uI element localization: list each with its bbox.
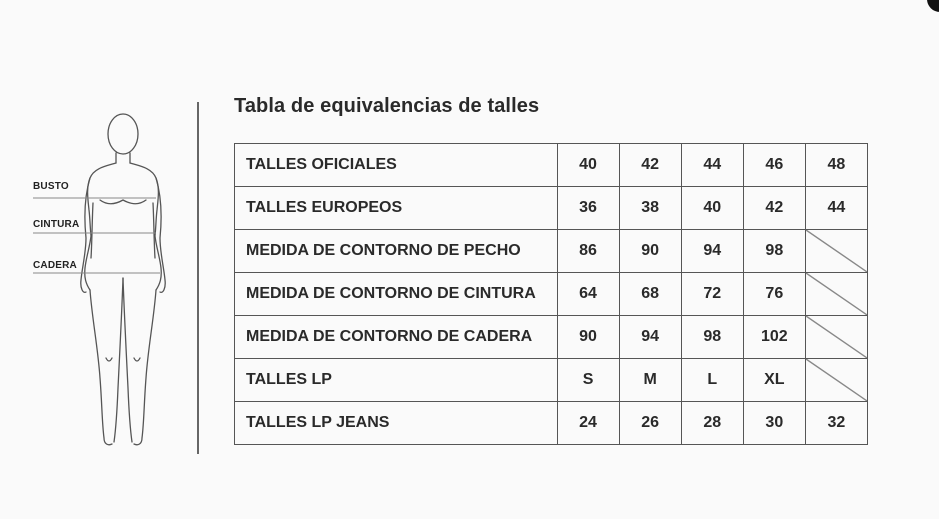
empty-cell-diagonal: [805, 230, 867, 273]
table-row: [235, 316, 868, 359]
size-value-cell: 38: [619, 187, 681, 230]
row-label: TALLES EUROPEOS: [235, 187, 558, 230]
row-label: MEDIDA DE CONTORNO DE PECHO: [235, 230, 558, 273]
size-value-cell: 76: [743, 273, 805, 316]
size-value-cell: 46: [743, 144, 805, 187]
empty-cell-diagonal: [805, 316, 867, 359]
size-value-cell: 44: [805, 187, 867, 230]
size-value-cell: 44: [681, 144, 743, 187]
size-equivalence-table: [234, 143, 868, 445]
size-value-cell: M: [619, 359, 681, 402]
page-title: Tabla de equivalencias de talles: [234, 95, 540, 117]
hip-label: CADERA: [33, 260, 77, 271]
diagonal-strike-icon: [806, 359, 867, 401]
table-row: [235, 273, 868, 316]
row-label: TALLES LP JEANS: [235, 402, 558, 445]
size-value-cell: 26: [619, 402, 681, 445]
corner-decoration: [927, 0, 939, 12]
size-value-cell: 32: [805, 402, 867, 445]
body-figure: [28, 108, 178, 458]
row-label: TALLES OFICIALES: [235, 144, 558, 187]
bust-label: BUSTO: [33, 181, 69, 192]
size-value-cell: 40: [681, 187, 743, 230]
row-label: MEDIDA DE CONTORNO DE CINTURA: [235, 273, 558, 316]
empty-cell-diagonal: [805, 273, 867, 316]
size-value-cell: S: [557, 359, 619, 402]
size-value-cell: 42: [619, 144, 681, 187]
size-value-cell: 102: [743, 316, 805, 359]
size-value-cell: 68: [619, 273, 681, 316]
size-value-cell: 36: [557, 187, 619, 230]
size-value-cell: 24: [557, 402, 619, 445]
size-value-cell: 42: [743, 187, 805, 230]
table-row: [235, 402, 868, 445]
table-row: [235, 187, 868, 230]
diagonal-strike-icon: [806, 273, 867, 315]
size-value-cell: 90: [557, 316, 619, 359]
table-row: [235, 359, 868, 402]
size-value-cell: 94: [681, 230, 743, 273]
size-value-cell: 64: [557, 273, 619, 316]
size-value-cell: XL: [743, 359, 805, 402]
size-value-cell: L: [681, 359, 743, 402]
size-value-cell: 40: [557, 144, 619, 187]
waist-label: CINTURA: [33, 219, 80, 230]
size-value-cell: 98: [681, 316, 743, 359]
row-label: TALLES LP: [235, 359, 558, 402]
size-value-cell: 90: [619, 230, 681, 273]
table-row: [235, 144, 868, 187]
row-label: MEDIDA DE CONTORNO DE CADERA: [235, 316, 558, 359]
table-row: [235, 230, 868, 273]
size-value-cell: 94: [619, 316, 681, 359]
size-value-cell: 28: [681, 402, 743, 445]
diagonal-strike-icon: [806, 230, 867, 272]
vertical-divider: [197, 102, 199, 454]
body-silhouette-icon: [28, 108, 178, 458]
size-value-cell: 86: [557, 230, 619, 273]
empty-cell-diagonal: [805, 359, 867, 402]
size-value-cell: 98: [743, 230, 805, 273]
size-value-cell: 72: [681, 273, 743, 316]
size-value-cell: 48: [805, 144, 867, 187]
size-value-cell: 30: [743, 402, 805, 445]
diagonal-strike-icon: [806, 316, 867, 358]
